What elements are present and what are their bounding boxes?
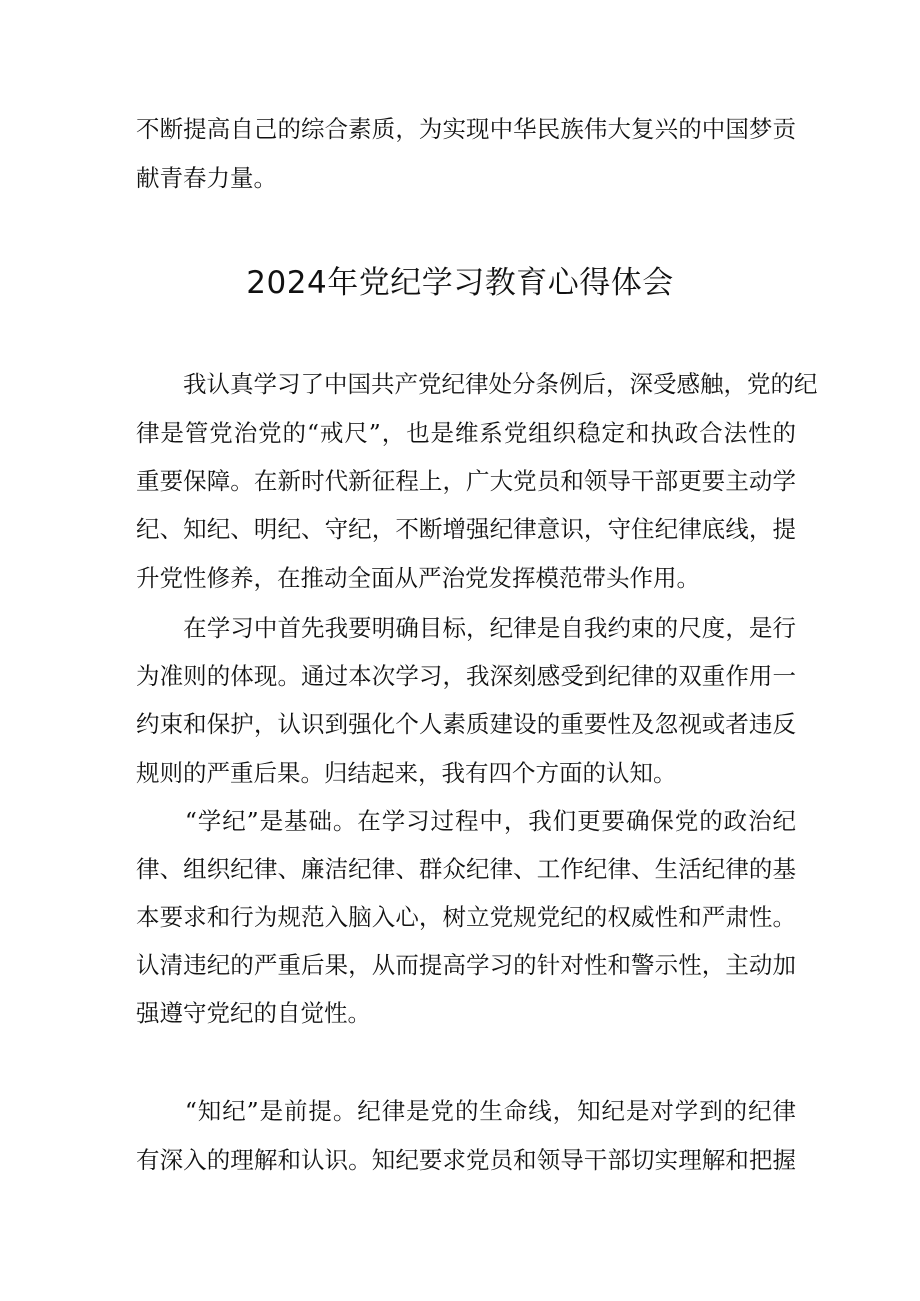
- intro-line: 献青春力量。: [136, 164, 277, 192]
- document-title: 2024年党纪学习教育心得体会: [246, 265, 674, 301]
- paragraph-line: 约束和保护，认识到强化个人素质建设的重要性及忽视或者违反: [136, 710, 796, 738]
- paragraph-line: 本要求和行为规范入脑入心，树立党规党纪的权威性和严肃性。: [136, 903, 796, 931]
- paragraph-line: 律是管党治党的“戒尺”，也是维系党组织稳定和执政合法性的: [136, 419, 796, 447]
- paragraph-line: 规则的严重后果。归结起来，我有四个方面的认知。: [136, 759, 677, 787]
- paragraph-line: 律、组织纪律、廉洁纪律、群众纪律、工作纪律、生活纪律的基: [136, 855, 796, 883]
- paragraph-line: 认清违纪的严重后果，从而提高学习的针对性和警示性，主动加: [136, 951, 796, 979]
- paragraph-line: 强遵守党纪的自觉性。: [136, 999, 371, 1027]
- paragraph-line: 升党性修养，在推动全面从严治党发挥模范带头作用。: [136, 564, 700, 592]
- paragraph-line: 为准则的体现。通过本次学习，我深刻感受到纪律的双重作用一: [136, 662, 796, 690]
- intro-line: 不断提高自己的综合素质，为实现中华民族伟大复兴的中国梦贡: [136, 115, 796, 143]
- paragraph-line: 有深入的理解和认识。知纪要求党员和领导干部切实理解和把握: [136, 1146, 796, 1174]
- paragraph-line: 我认真学习了中国共产党纪律处分条例后，深受感触，党的纪: [136, 370, 818, 398]
- paragraph-line: 重要保障。在新时代新征程上，广大党员和领导干部更要主动学: [136, 467, 796, 495]
- paragraph-line: 在学习中首先我要明确目标，纪律是自我约束的尺度，是行: [136, 614, 796, 642]
- paragraph-line: “学纪”是基础。在学习过程中，我们更要确保党的政治纪: [136, 807, 796, 835]
- paragraph-line: “知纪”是前提。纪律是党的生命线，知纪是对学到的纪律: [136, 1097, 796, 1125]
- paragraph-line: 纪、知纪、明纪、守纪，不断增强纪律意识，守住纪律底线，提: [136, 515, 796, 543]
